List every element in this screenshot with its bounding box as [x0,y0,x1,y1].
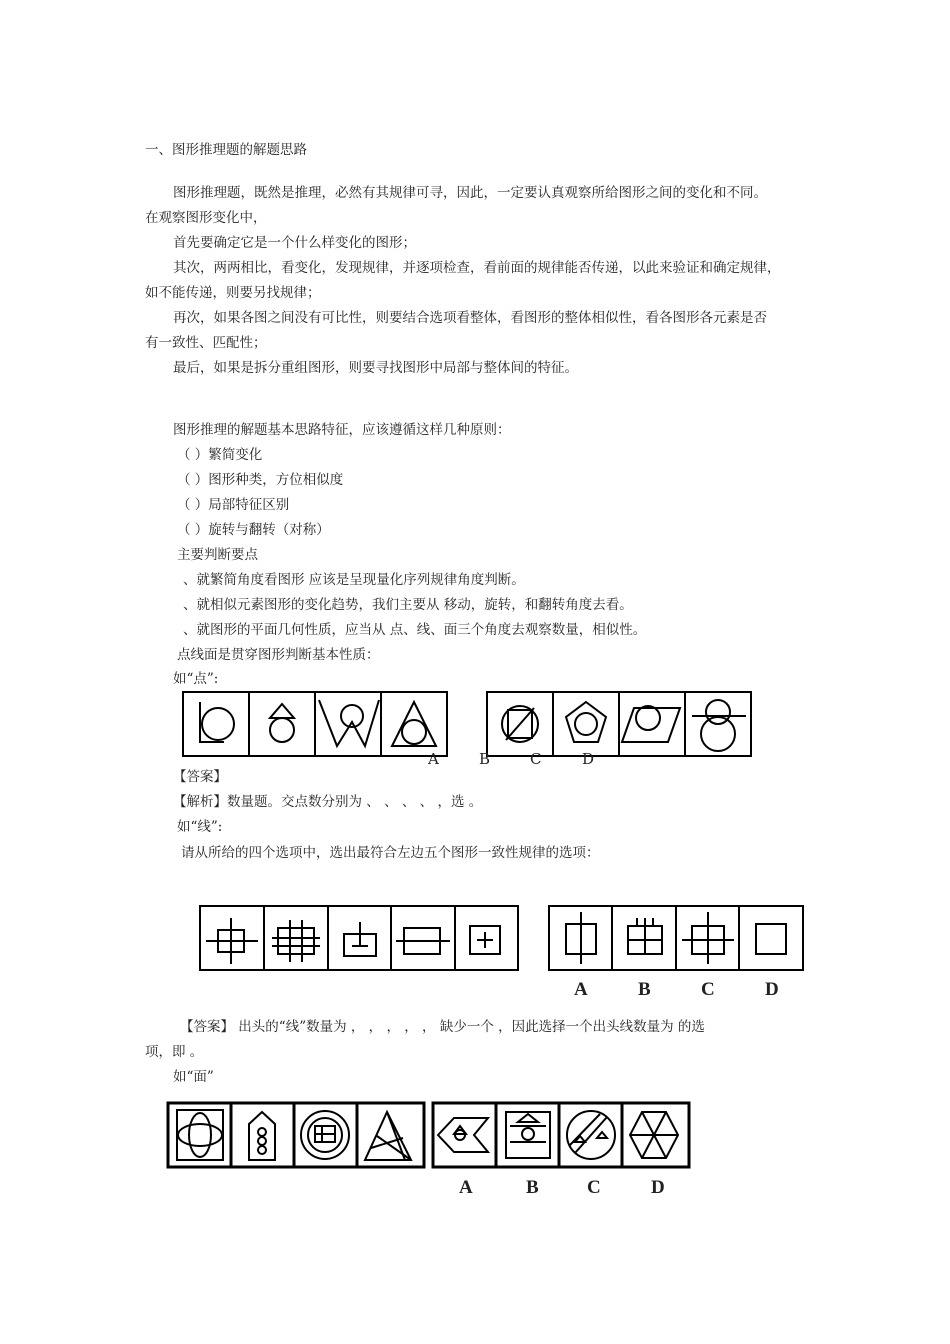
intro-paragraph-5: 最后，如果是拆分重组图形，则要寻找图形中局部与整体间的特征。 [173,360,578,376]
line-question-figure [198,904,520,974]
option-label-c: C [587,1177,601,1198]
example-line-prompt: 请从所给的四个选项中，选出最符合左边五个图形一致性规律的选项： [181,845,600,861]
option-label-a: A [459,1177,473,1198]
key-points-title: 主要判断要点 [177,547,258,563]
point-question-figure [180,688,450,760]
section-heading: 一、图形推理题的解题思路 [145,142,307,158]
face-options-figure [430,1100,692,1172]
option-label-c: C [530,750,542,768]
key-point: 、就图形的平面几何性质，应当从 点、线、面三个角度去观察数量，相似性。 [183,622,647,638]
example-line-label: 如“线”: [177,819,223,835]
option-label-c: C [701,979,715,1000]
option-label-a: A [574,979,588,1000]
intro-paragraph-4: 再次，如果各图之间没有可比性，则要结合选项看整体，看图形的整体相似性，看各图形各元素是否 [173,310,767,326]
example-face-label: 如“面” [173,1069,214,1085]
face-question-figure [165,1100,427,1172]
option-label-d: D [582,750,595,768]
principle-item: （ ）旋转与翻转（对称） [177,522,330,538]
intro-paragraph-3-cont: 如不能传递，则要另找规律； [145,285,321,301]
analysis-point: 【解析】数量题。交点数分别为 、 、 、 、 ，选 。 [173,794,483,810]
intro-paragraph-1: 图形推理题，既然是推理，必然有其规律可寻，因此，一定要认真观察所给图形之间的变化和不同。 [173,185,767,201]
intro-paragraph-4-cont: 有一致性、匹配性； [145,335,267,351]
option-label-d: D [765,979,779,1000]
key-point: 、就相似元素图形的变化趋势，我们主要从 移动，旋转，和翻转角度去看。 [183,597,633,613]
option-label-d: D [651,1177,665,1198]
intro-paragraph-1-cont: 在观察图形变化中， [145,210,267,226]
option-label-b: B [479,750,491,768]
line-options-figure [546,904,806,974]
answer-line-cont: 项，即 。 [145,1044,204,1060]
intro-paragraph-3: 其次，两两相比，看变化，发现规律，并逐项检查，看前面的规律能否传递，以此来验证和确定规律， [173,260,781,276]
key-point: 、就繁简角度看图形 应该是呈现量化序列规律角度判断。 [183,572,525,588]
answer-line: 【答案】 出头的“线”数量为 ， ， ， ， ， 缺少一个 ，因此选择一个出头线数量为 的选 [180,1019,705,1035]
point-options-figure [484,688,754,760]
option-label-b: B [526,1177,539,1198]
example-point-label: 如“点”: [173,671,219,687]
option-label-b: B [638,979,651,1000]
intro-paragraph-2: 首先要确定它是一个什么样变化的图形； [173,235,416,251]
principle-item: （ ）局部特征区别 [177,497,290,513]
answer-point: 【答案】 [173,769,227,785]
principles-title: 图形推理的解题基本思路特征，应该遵循这样几种原则： [173,422,511,438]
option-label-a: A [428,750,439,768]
principle-item: （ ）图形种类，方位相似度 [177,472,344,488]
principle-item: （ ）繁简变化 [177,447,263,463]
summary-line: 点线面是贯穿图形判断基本性质： [177,647,380,663]
